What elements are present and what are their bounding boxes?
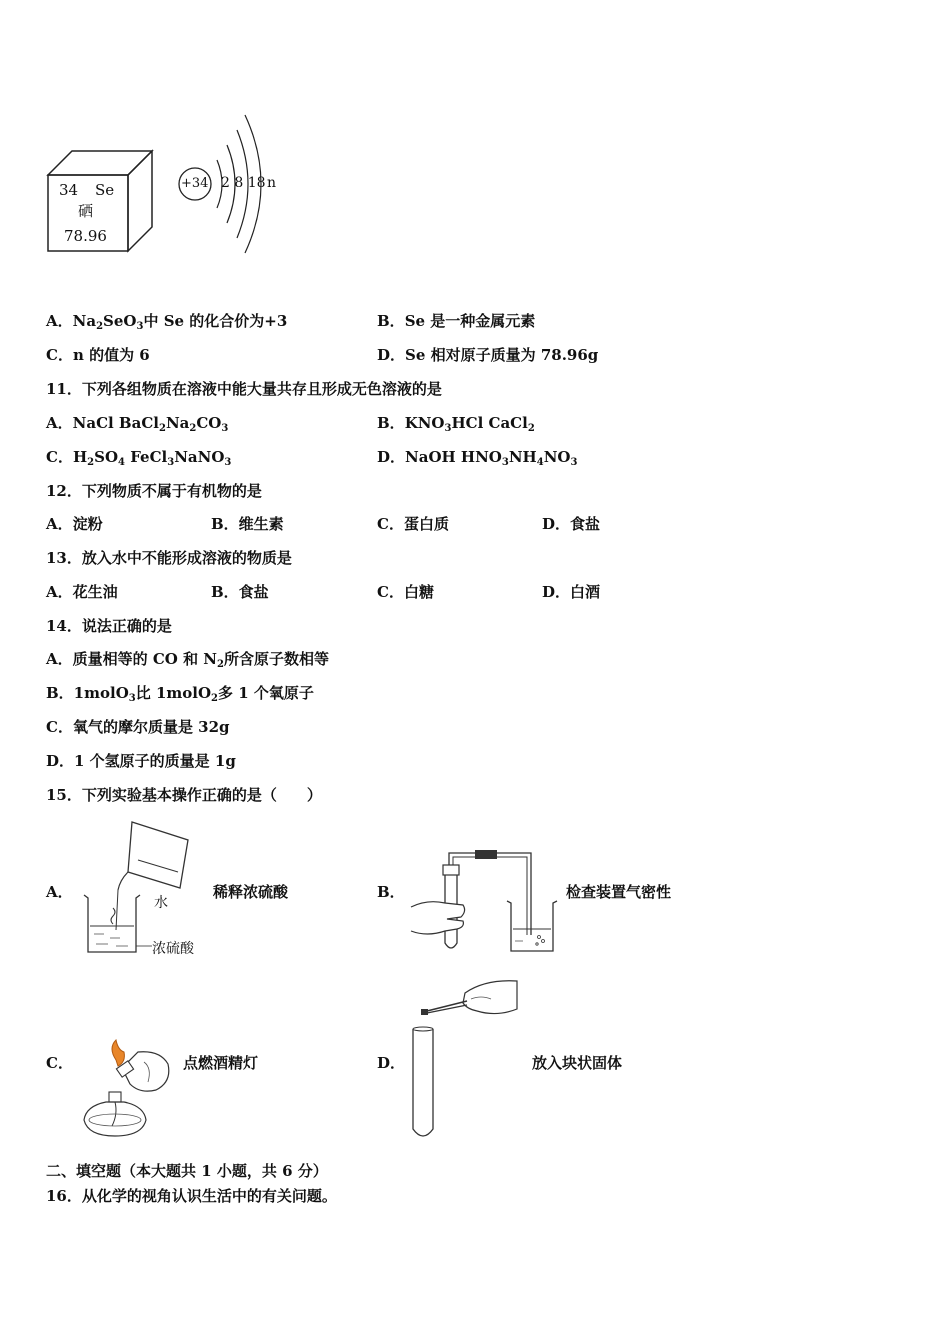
element-name: 硒 [78, 202, 94, 220]
q15-option-a-caption: 稀释浓硫酸 [213, 883, 289, 901]
selenium-element-figure [45, 105, 285, 260]
water-label: 水 [154, 895, 168, 911]
q12-option-d: D．食盐 [542, 515, 601, 533]
q11-option-b: B．$KNO_3HCl$ CaCl$_2$ [377, 414, 535, 434]
q14-stem: 14．说法正确的是 [46, 617, 172, 635]
q14-option-b: B．1molO$_3$比 1molO$_2$多 1 个氧原子 [46, 684, 314, 704]
q11-option-a: A．NaCl $BaCl_2Na_2CO_3$ [46, 414, 229, 434]
q13-option-a: A．花生油 [46, 583, 118, 601]
q14-option-d: D．1 个氢原子的质量是 1g [46, 752, 236, 770]
q15-option-c-caption: 点燃酒精灯 [183, 1054, 259, 1072]
q12-stem: 12．下列物质不属于有机物的是 [46, 482, 262, 500]
q11-option-d: D．NaOH $HNO_3NH_4NO_3$ [377, 448, 578, 468]
electron-shells: 2 8 18 [221, 175, 266, 191]
q15-option-d-label: D． [377, 1054, 406, 1072]
atomic-number: 34 [59, 181, 79, 199]
q13-option-c: C．白糖 [377, 583, 434, 601]
q10-option-d: D．Se 相对原子质量为 78.96g [377, 346, 599, 364]
alcohol-lamp-drawing [82, 1038, 182, 1142]
q16-stem: 16．从化学的视角认识生活中的有关问题。 [46, 1187, 337, 1205]
q15-stem: 15．下列实验基本操作正确的是（ ） [46, 786, 322, 804]
q13-stem: 13．放入水中不能形成溶液的物质是 [46, 549, 292, 567]
q14-option-a: A．质量相等的 CO 和 $N_2$所含原子数相等 [46, 650, 330, 670]
conc-acid-label: 浓硫酸 [152, 941, 194, 957]
q15-option-c-label: C． [46, 1054, 73, 1072]
q12-option-b: B．维生素 [211, 515, 284, 533]
q15-option-a-label: A． [46, 883, 73, 901]
q10-option-c: C．n 的值为 6 [46, 346, 150, 364]
airtightness-figure [405, 845, 565, 957]
q15-option-b-label: B． [377, 883, 405, 901]
block-solid-drawing [405, 975, 525, 1145]
nucleus-charge: +34 [181, 176, 209, 191]
element-symbol: Se [95, 181, 115, 199]
atomic-mass: 78.96 [64, 227, 107, 245]
q11-stem: 11．下列各组物质在溶液中能大量共存且形成无色溶液的是 [46, 380, 442, 398]
q12-option-a: A．淀粉 [46, 515, 103, 533]
airtightness-drawing [405, 845, 565, 957]
q11-option-c: C．$H_2SO_4$ FeCl$_3$NaNO$_3$ [46, 448, 232, 468]
alcohol-lamp-figure [82, 1038, 182, 1142]
block-solid-figure [405, 975, 525, 1145]
q12-option-c: C．蛋白质 [377, 515, 449, 533]
section-2-heading: 二、填空题（本大题共 1 小题，共 6 分） [46, 1162, 328, 1180]
q14-option-c: C．氧气的摩尔质量是 32g [46, 718, 230, 736]
q13-option-b: B．食盐 [211, 583, 269, 601]
last-shell-n: n [267, 175, 277, 191]
q10-option-b: B．Se 是一种金属元素 [377, 312, 536, 330]
q15-option-d-caption: 放入块状固体 [532, 1054, 623, 1072]
q10-option-a: A．$Na_2SeO_3$中 Se 的化合价为+3 [46, 312, 288, 332]
q13-option-d: D．白酒 [542, 583, 601, 601]
q15-option-b-caption: 检查装置气密性 [566, 883, 672, 901]
diluting-acid-figure [80, 820, 210, 960]
